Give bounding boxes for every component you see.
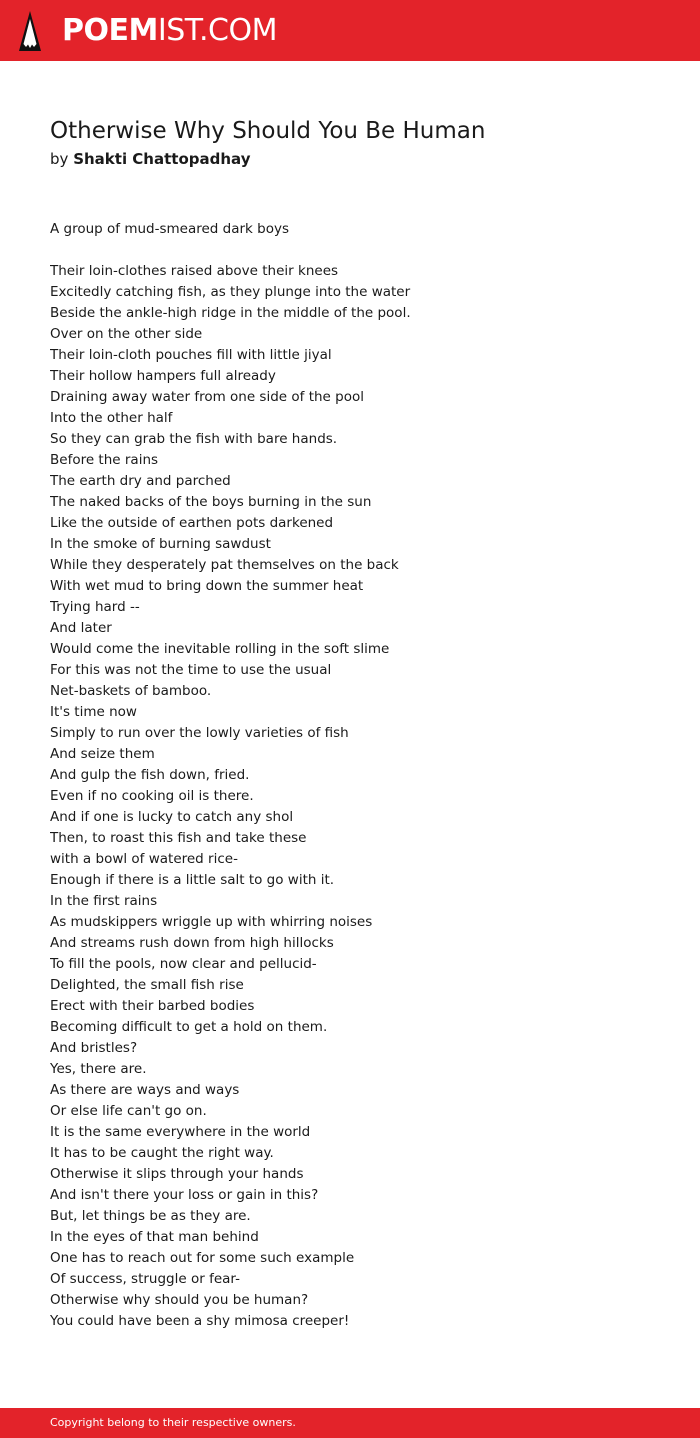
logo-light-text: IST.COM bbox=[157, 13, 277, 48]
poem-line: Simply to run over the lowly varieties of fish bbox=[50, 725, 349, 741]
poem-line: Becoming difficult to get a hold on them. bbox=[50, 1019, 328, 1035]
poem-line: But, let things be as they are. bbox=[50, 1208, 251, 1224]
poem-line: As there are ways and ways bbox=[50, 1082, 240, 1098]
poem-line: Beside the ankle-high ridge in the middle of the pool. bbox=[50, 305, 411, 321]
stanza-break bbox=[50, 240, 670, 261]
poem-line: The earth dry and parched bbox=[50, 473, 231, 489]
poem-line: Draining away water from one side of the pool bbox=[50, 389, 364, 405]
poem-line: A group of mud-smeared dark boys bbox=[50, 221, 290, 237]
site-header bbox=[0, 0, 700, 61]
poem-line: Into the other half bbox=[50, 410, 173, 426]
poem-line: Would come the inevitable rolling in the soft slime bbox=[50, 641, 390, 657]
poem-line: And isn't there your loss or gain in this? bbox=[50, 1187, 319, 1203]
poem-body bbox=[50, 219, 670, 1332]
poem-title: Otherwise Why Should You Be Human bbox=[50, 118, 486, 144]
poem-line: It has to be caught the right way. bbox=[50, 1145, 274, 1161]
site-logo[interactable] bbox=[18, 9, 277, 53]
poem-line: Even if no cooking oil is there. bbox=[50, 788, 254, 804]
poem-line: You could have been a shy mimosa creeper! bbox=[50, 1313, 350, 1329]
poem-line: Like the outside of earthen pots darkened bbox=[50, 515, 334, 531]
poem-line: Their hollow hampers full already bbox=[50, 368, 276, 384]
poem-line: Before the rains bbox=[50, 452, 159, 468]
logo-wordmark bbox=[62, 13, 277, 48]
poem-line: In the first rains bbox=[50, 893, 158, 909]
byline bbox=[50, 149, 250, 169]
poem-line: Otherwise it slips through your hands bbox=[50, 1166, 304, 1182]
poem-line: While they desperately pat themselves on the back bbox=[50, 557, 399, 573]
poem-line: Excitedly catching fish, as they plunge into the water bbox=[50, 284, 411, 300]
poem-line: Net-baskets of bamboo. bbox=[50, 683, 212, 699]
poem-line: In the eyes of that man behind bbox=[50, 1229, 259, 1245]
poem-line: And seize them bbox=[50, 746, 155, 762]
poem-line: with a bowl of watered rice- bbox=[50, 851, 238, 867]
poem-line: Trying hard -- bbox=[50, 599, 140, 615]
poem-line: Enough if there is a little salt to go with it. bbox=[50, 872, 335, 888]
poem-line: In the smoke of burning sawdust bbox=[50, 536, 271, 552]
copyright-text: Copyright belong to their respective owners. bbox=[50, 1416, 296, 1429]
poem-line: And streams rush down from high hillocks bbox=[50, 935, 334, 951]
poem-line: Of success, struggle or fear- bbox=[50, 1271, 240, 1287]
poem-line: Then, to roast this fish and take these bbox=[50, 830, 307, 846]
poem-line: It is the same everywhere in the world bbox=[50, 1124, 311, 1140]
poem-line: The naked backs of the boys burning in the sun bbox=[50, 494, 372, 510]
poem-line: Or else life can't go on. bbox=[50, 1103, 207, 1119]
poem-line: Their loin-clothes raised above their knees bbox=[50, 263, 339, 279]
poem-line: And gulp the fish down, fried. bbox=[50, 767, 250, 783]
poem-line: Over on the other side bbox=[50, 326, 203, 342]
poem-line: To fill the pools, now clear and pellucid- bbox=[50, 956, 317, 972]
poem-line: So they can grab the fish with bare hands. bbox=[50, 431, 338, 447]
poem-line: Yes, there are. bbox=[50, 1061, 147, 1077]
author-name[interactable]: Shakti Chattopadhay bbox=[73, 150, 251, 168]
poem-line: Otherwise why should you be human? bbox=[50, 1292, 309, 1308]
poem-line: As mudskippers wriggle up with whirring noises bbox=[50, 914, 373, 930]
poem-line: With wet mud to bring down the summer heat bbox=[50, 578, 364, 594]
by-label: by bbox=[50, 150, 69, 168]
poem-line: And later bbox=[50, 620, 112, 636]
poem-line: One has to reach out for some such example bbox=[50, 1250, 355, 1266]
pen-nib-icon bbox=[18, 10, 42, 52]
logo-bold-text: POEM bbox=[62, 13, 158, 48]
poem-line: And bristles? bbox=[50, 1040, 138, 1056]
poem-line: It's time now bbox=[50, 704, 137, 720]
poem-line: Delighted, the small fish rise bbox=[50, 977, 244, 993]
poem-line: For this was not the time to use the usual bbox=[50, 662, 332, 678]
site-footer bbox=[0, 1408, 700, 1438]
poem-line: Erect with their barbed bodies bbox=[50, 998, 255, 1014]
poem-line: Their loin-cloth pouches fill with little jiyal bbox=[50, 347, 332, 363]
poem-line: And if one is lucky to catch any shol bbox=[50, 809, 294, 825]
